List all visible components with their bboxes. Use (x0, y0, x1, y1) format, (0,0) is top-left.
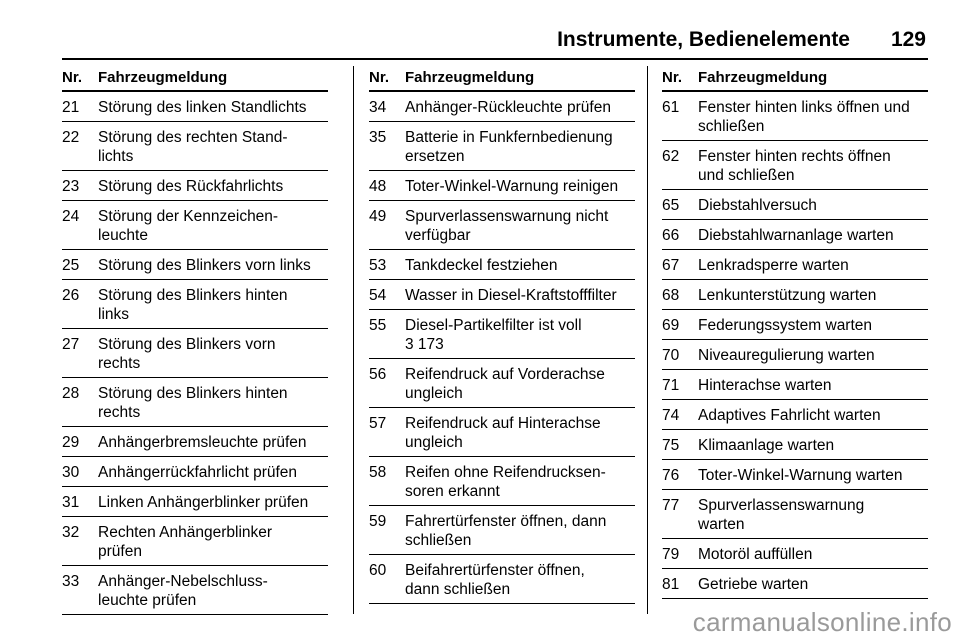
message-number: 69 (662, 317, 680, 334)
message-number: 32 (62, 524, 80, 541)
message-text: Lenkradsperre warten (698, 257, 849, 274)
page-title: Instrumente, Bedienelemente (557, 28, 850, 51)
message-text: Störung des Blinkers hinten rechts (98, 385, 288, 421)
table-row (662, 310, 928, 340)
message-text: Störung des Blinkers vorn links (98, 257, 311, 274)
table-header (369, 66, 635, 92)
message-number: 71 (662, 377, 680, 394)
table-row (369, 310, 635, 359)
message-number: 28 (62, 385, 80, 402)
table-row (662, 92, 928, 141)
message-number: 27 (62, 336, 80, 353)
message-text: Störung des Rückfahrlichts (98, 178, 284, 195)
table-row (369, 280, 635, 310)
message-number: 21 (62, 99, 80, 116)
table-row (369, 171, 635, 201)
message-text: Toter-Winkel-Warnung reinigen (405, 178, 619, 195)
message-text: Störung des rechten Stand- lichts (98, 129, 288, 165)
table-row (369, 457, 635, 506)
table-header (62, 66, 328, 92)
message-text: Fenster hinten rechts öffnen und schließen (698, 148, 891, 184)
table-rows (369, 92, 635, 604)
table-row (662, 190, 928, 220)
message-text: Störung des linken Standlichts (98, 99, 307, 116)
message-number: 59 (369, 513, 387, 530)
header-nr: Nr. (662, 69, 683, 86)
table-row (662, 280, 928, 310)
table-row (62, 487, 328, 517)
message-number: 31 (62, 494, 80, 511)
table-rows (662, 92, 928, 599)
message-number: 79 (662, 546, 680, 563)
table-row (662, 539, 928, 569)
message-number: 25 (62, 257, 80, 274)
header-nr: Nr. (369, 69, 390, 86)
message-number: 29 (62, 434, 80, 451)
table-row (369, 250, 635, 280)
message-number: 65 (662, 197, 680, 214)
message-number: 56 (369, 366, 387, 383)
message-text: Spurverlassenswarnung warten (698, 497, 865, 533)
message-number: 81 (662, 576, 680, 593)
header-message: Fahrzeugmeldung (98, 69, 228, 86)
table-row (662, 141, 928, 190)
message-text: Hinterachse warten (698, 377, 832, 394)
table-column-1 (62, 66, 328, 615)
message-text: Anhängerrückfahrlicht prüfen (98, 464, 298, 481)
message-number: 24 (62, 208, 80, 225)
message-number: 76 (662, 467, 680, 484)
table-row (662, 400, 928, 430)
table-row (62, 329, 328, 378)
header-message: Fahrzeugmeldung (698, 69, 828, 86)
message-number: 55 (369, 317, 387, 334)
table-row (62, 566, 328, 615)
table-row (369, 122, 635, 171)
message-number: 23 (62, 178, 80, 195)
page-header (62, 22, 928, 60)
table-row (662, 569, 928, 599)
table-row (369, 201, 635, 250)
message-text: Spurverlassenswarnung nicht verfügbar (405, 208, 609, 244)
message-text: Batterie in Funkfernbedienung ersetzen (405, 129, 613, 165)
message-text: Adaptives Fahrlicht warten (698, 407, 881, 424)
table-row (62, 92, 328, 122)
message-number: 48 (369, 178, 387, 195)
table-row (62, 171, 328, 201)
table-row (662, 490, 928, 539)
message-number: 26 (62, 287, 80, 304)
table-row (369, 92, 635, 122)
message-text: Reifendruck auf Vorderachse ungleich (405, 366, 605, 402)
message-text: Diesel-Partikelfilter ist voll 3 173 (405, 317, 582, 353)
message-text: Diebstahlversuch (698, 197, 817, 214)
message-number: 54 (369, 287, 387, 304)
message-number: 49 (369, 208, 387, 225)
table-column-2 (369, 66, 635, 604)
message-number: 77 (662, 497, 680, 514)
message-text: Störung des Blinkers vorn rechts (98, 336, 276, 372)
message-text: Diebstahlwarnanlage warten (698, 227, 894, 244)
message-number: 66 (662, 227, 680, 244)
table-row (662, 250, 928, 280)
message-number: 57 (369, 415, 387, 432)
message-number: 33 (62, 573, 80, 590)
table-row (62, 250, 328, 280)
message-text: Niveauregulierung warten (698, 347, 875, 364)
table-row (369, 555, 635, 604)
page-number: 129 (890, 28, 926, 51)
table-row (62, 378, 328, 427)
table-row (369, 408, 635, 457)
message-text: Beifahrertürfenster öffnen, dann schließen (405, 562, 585, 598)
message-number: 34 (369, 99, 387, 116)
message-text: Lenkunterstützung warten (698, 287, 877, 304)
message-number: 62 (662, 148, 680, 165)
message-text: Tankdeckel festziehen (405, 257, 558, 274)
message-number: 30 (62, 464, 80, 481)
table-row (62, 201, 328, 250)
table-row (662, 430, 928, 460)
table-row (62, 280, 328, 329)
table-row (62, 122, 328, 171)
message-text: Anhänger-Nebelschluss- leuchte prüfen (98, 573, 268, 609)
message-number: 58 (369, 464, 387, 481)
table-rows (62, 92, 328, 615)
table-column-3 (662, 66, 928, 599)
message-text: Rechten Anhängerblinker prüfen (98, 524, 273, 560)
message-text: Getriebe warten (698, 576, 809, 593)
header-message: Fahrzeugmeldung (405, 69, 535, 86)
message-text: Anhängerbremsleuchte prüfen (98, 434, 307, 451)
message-text: Reifendruck auf Hinterachse ungleich (405, 415, 601, 451)
message-text: Anhänger-Rückleuchte prüfen (405, 99, 611, 116)
message-text: Toter-Winkel-Warnung warten (698, 467, 903, 484)
table-row (662, 220, 928, 250)
message-number: 35 (369, 129, 387, 146)
message-number: 60 (369, 562, 387, 579)
column-divider (353, 66, 354, 614)
message-text: Fenster hinten links öffnen und schließen (698, 99, 910, 135)
message-text: Motoröl auffüllen (698, 546, 813, 563)
table-row (62, 517, 328, 566)
message-text: Störung des Blinkers hinten links (98, 287, 288, 323)
message-number: 74 (662, 407, 680, 424)
table-row (369, 506, 635, 555)
header-nr: Nr. (62, 69, 83, 86)
message-text: Federungssystem warten (698, 317, 873, 334)
message-number: 68 (662, 287, 680, 304)
message-text: Fahrertürfenster öffnen, dann schließen (405, 513, 607, 549)
message-text: Reifen ohne Reifendrucksen- soren erkannt (405, 464, 606, 500)
table-row (662, 370, 928, 400)
message-number: 70 (662, 347, 680, 364)
message-number: 22 (62, 129, 80, 146)
message-text: Klimaanlage warten (698, 437, 835, 454)
table-header (662, 66, 928, 92)
table-row (369, 359, 635, 408)
watermark: carmanualsonline.info (692, 607, 952, 637)
table-row (62, 457, 328, 487)
message-text: Linken Anhängerblinker prüfen (98, 494, 309, 511)
message-text: Wasser in Diesel-Kraftstofffilter (405, 287, 617, 304)
message-number: 75 (662, 437, 680, 454)
table-row (662, 460, 928, 490)
message-text: Störung der Kennzeichen- leuchte (98, 208, 279, 244)
table-row (62, 427, 328, 457)
message-number: 67 (662, 257, 680, 274)
table-row (662, 340, 928, 370)
message-number: 53 (369, 257, 387, 274)
column-divider (647, 66, 648, 614)
message-number: 61 (662, 99, 680, 116)
